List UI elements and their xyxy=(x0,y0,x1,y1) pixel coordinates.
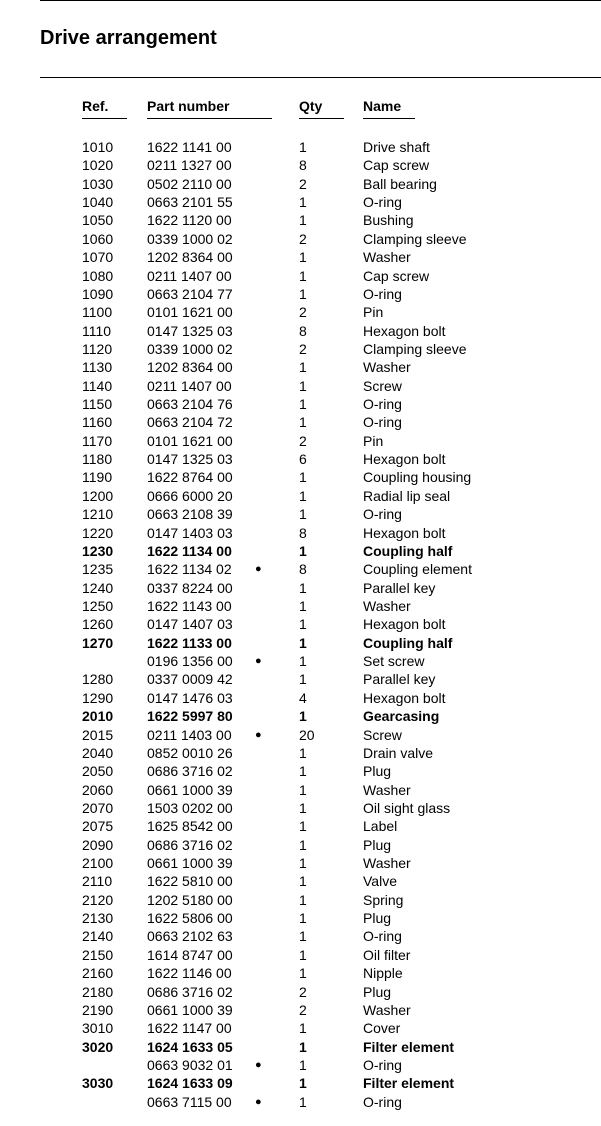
name-cell: Screw xyxy=(363,377,402,394)
name-cell: Washer xyxy=(363,249,411,266)
name-cell: Coupling element xyxy=(363,561,472,578)
name-cell: Ball bearing xyxy=(363,175,437,192)
part-number-cell: 0101 1621 00 xyxy=(147,432,233,449)
part-number-cell: 0147 1325 03 xyxy=(147,451,233,468)
part-number-cell: 0666 6000 20 xyxy=(147,487,233,504)
column-header-qty: Qty xyxy=(299,98,344,119)
ref-cell: 2010 xyxy=(82,708,114,725)
qty-cell: 1 xyxy=(299,671,307,688)
qty-cell: 1 xyxy=(299,194,307,211)
table-row xyxy=(0,560,601,578)
name-cell: Set screw xyxy=(363,653,425,670)
qty-cell: 1 xyxy=(299,1056,307,1073)
part-number-cell: 0147 1476 03 xyxy=(147,689,233,706)
qty-cell: 8 xyxy=(299,322,307,339)
ref-cell: 1020 xyxy=(82,157,114,174)
part-number-cell: 0211 1407 00 xyxy=(147,267,232,284)
ref-cell: 2150 xyxy=(82,946,114,963)
ref-cell: 2060 xyxy=(82,781,114,798)
table-row xyxy=(0,799,601,817)
name-cell: Pin xyxy=(363,432,384,449)
table-row xyxy=(0,211,601,229)
qty-cell: 1 xyxy=(299,616,307,633)
ref-cell: 1010 xyxy=(82,139,114,155)
name-cell: Washer xyxy=(363,1001,411,1018)
table-row xyxy=(0,909,601,927)
table-row xyxy=(0,450,601,468)
name-cell: Cover xyxy=(363,1020,401,1037)
part-number-cell: 0337 8224 00 xyxy=(147,579,233,596)
table-header xyxy=(0,98,601,120)
table-row xyxy=(0,1038,601,1056)
name-cell: Filter element xyxy=(363,1075,455,1092)
qty-cell: 6 xyxy=(299,451,307,468)
ref-cell: 1200 xyxy=(82,487,114,504)
qty-cell: 8 xyxy=(299,561,307,578)
ref-cell: 2160 xyxy=(82,965,114,982)
qty-cell: 1 xyxy=(299,212,307,229)
part-number-cell: 0663 2108 39 xyxy=(147,506,233,523)
ref-cell: 1110 xyxy=(82,322,112,339)
ref-cell: 1240 xyxy=(82,579,114,596)
qty-cell: 1 xyxy=(299,267,307,284)
ref-cell: 1090 xyxy=(82,285,114,302)
part-number-cell: 1622 5806 00 xyxy=(147,910,233,927)
qty-cell: 1 xyxy=(299,249,307,266)
name-cell: Parallel key xyxy=(363,579,436,596)
name-cell: O-ring xyxy=(363,396,402,413)
page-title: Drive arrangement xyxy=(40,27,217,49)
table-row xyxy=(0,193,601,211)
part-number-cell: 0663 2102 63 xyxy=(147,928,233,945)
part-number-cell: 0686 3716 02 xyxy=(147,836,233,853)
table-row xyxy=(0,891,601,909)
qty-cell: 1 xyxy=(299,579,307,596)
column-header-ref: Ref. xyxy=(82,98,127,119)
ref-cell: 2180 xyxy=(82,983,114,1000)
table-row xyxy=(0,762,601,780)
part-number-cell: 0663 2104 72 xyxy=(147,414,233,431)
part-number-cell: 0663 2104 76 xyxy=(147,396,233,413)
qty-cell: 1 xyxy=(299,891,307,908)
name-cell: Hexagon bolt xyxy=(363,524,446,541)
column-header-name: Name xyxy=(363,98,415,119)
ref-cell: 1270 xyxy=(82,634,114,651)
name-cell: Drive shaft xyxy=(363,139,430,155)
table-row xyxy=(0,964,601,982)
ref-cell: 1230 xyxy=(82,542,114,559)
ref-cell: 1260 xyxy=(82,616,114,633)
qty-cell: 1 xyxy=(299,965,307,982)
ref-cell: 3030 xyxy=(82,1075,114,1092)
part-number-cell: 1622 1141 00 xyxy=(147,139,232,155)
qty-cell: 2 xyxy=(299,1001,307,1018)
part-number-cell: 0101 1621 00 xyxy=(147,304,233,321)
part-number-cell: 0339 1000 02 xyxy=(147,230,233,247)
bullet-icon: ● xyxy=(255,655,262,668)
ref-cell: 1040 xyxy=(82,194,114,211)
part-number-cell: 0339 1000 02 xyxy=(147,340,233,357)
part-number-cell: 0663 7115 00 xyxy=(147,1093,232,1110)
table-row xyxy=(0,707,601,725)
part-number-cell: 0686 3716 02 xyxy=(147,763,233,780)
table-row xyxy=(0,597,601,615)
table-row xyxy=(0,175,601,193)
name-cell: Screw xyxy=(363,726,402,743)
ref-cell: 2140 xyxy=(82,928,114,945)
table-row xyxy=(0,248,601,266)
ref-cell: 2015 xyxy=(82,726,114,743)
ref-cell: 1140 xyxy=(82,377,113,394)
ref-cell: 1170 xyxy=(82,432,113,449)
ref-cell: 2120 xyxy=(82,891,114,908)
table-row xyxy=(0,1074,601,1092)
name-cell: Bushing xyxy=(363,212,414,229)
ref-cell: 1250 xyxy=(82,597,114,614)
part-number-cell: 0502 2110 00 xyxy=(147,175,232,192)
name-cell: Hexagon bolt xyxy=(363,451,446,468)
qty-cell: 2 xyxy=(299,175,307,192)
qty-cell: 1 xyxy=(299,873,307,890)
part-number-cell: 0147 1325 03 xyxy=(147,322,233,339)
qty-cell: 1 xyxy=(299,1075,307,1092)
table-row xyxy=(0,946,601,964)
qty-cell: 1 xyxy=(299,818,307,835)
name-cell: Washer xyxy=(363,597,411,614)
part-number-cell: 1622 1146 00 xyxy=(147,965,232,982)
qty-cell: 1 xyxy=(299,414,307,431)
table-row xyxy=(0,1056,601,1074)
name-cell: Hexagon bolt xyxy=(363,616,446,633)
part-number-cell: 1202 5180 00 xyxy=(147,891,233,908)
part-number-cell: 1622 5810 00 xyxy=(147,873,233,890)
column-header-part-number: Part number xyxy=(147,98,272,119)
table-row xyxy=(0,579,601,597)
ref-cell: 2070 xyxy=(82,799,114,816)
part-number-cell: 1622 1120 00 xyxy=(147,212,232,229)
name-cell: Washer xyxy=(363,359,411,376)
name-cell: Plug xyxy=(363,983,392,1000)
table-row xyxy=(0,689,601,707)
part-number-cell: 0663 2104 77 xyxy=(147,285,233,302)
ref-cell: 2190 xyxy=(82,1001,114,1018)
qty-cell: 1 xyxy=(299,139,307,155)
part-number-cell: 0337 0009 42 xyxy=(147,671,233,688)
qty-cell: 1 xyxy=(299,1020,307,1037)
ref-cell: 1120 xyxy=(82,340,113,357)
ref-cell: 2050 xyxy=(82,763,114,780)
table-row xyxy=(0,983,601,1001)
bullet-icon: ● xyxy=(255,1095,262,1108)
name-cell: Plug xyxy=(363,763,392,780)
ref-cell: 3010 xyxy=(82,1020,114,1037)
name-cell: Plug xyxy=(363,836,392,853)
table-row xyxy=(0,230,601,248)
qty-cell: 20 xyxy=(299,726,315,743)
name-cell: Pin xyxy=(363,304,384,321)
name-cell: Nipple xyxy=(363,965,403,982)
qty-cell: 1 xyxy=(299,763,307,780)
part-number-cell: 1622 1143 00 xyxy=(147,597,232,614)
name-cell: O-ring xyxy=(363,506,402,523)
ref-cell: 1290 xyxy=(82,689,114,706)
part-number-cell: 1614 8747 00 xyxy=(147,946,233,963)
table-row xyxy=(0,854,601,872)
table-row xyxy=(0,652,601,670)
qty-cell: 1 xyxy=(299,946,307,963)
ref-cell: 1280 xyxy=(82,671,114,688)
table-row xyxy=(0,872,601,890)
table-row xyxy=(0,303,601,321)
qty-cell: 1 xyxy=(299,855,307,872)
qty-cell: 1 xyxy=(299,744,307,761)
name-cell: Coupling half xyxy=(363,634,453,651)
table-row xyxy=(0,927,601,945)
part-number-cell: 1622 1147 00 xyxy=(147,1020,232,1037)
name-cell: Cap screw xyxy=(363,267,430,284)
qty-cell: 1 xyxy=(299,487,307,504)
qty-cell: 1 xyxy=(299,910,307,927)
table-row xyxy=(0,432,601,450)
name-cell: Cap screw xyxy=(363,157,430,174)
ref-cell: 1050 xyxy=(82,212,114,229)
name-cell: Coupling housing xyxy=(363,469,472,486)
part-number-cell: 0661 1000 39 xyxy=(147,855,233,872)
table-row xyxy=(0,156,601,174)
name-cell: O-ring xyxy=(363,1056,402,1073)
bullet-icon: ● xyxy=(255,1058,262,1071)
part-number-cell: 0211 1327 00 xyxy=(147,157,232,174)
ref-cell: 1160 xyxy=(82,414,113,431)
name-cell: Drain valve xyxy=(363,744,434,761)
qty-cell: 2 xyxy=(299,304,307,321)
part-number-cell: 1625 8542 00 xyxy=(147,818,233,835)
name-cell: Parallel key xyxy=(363,671,436,688)
name-cell: Spring xyxy=(363,891,404,908)
part-number-cell: 0147 1403 03 xyxy=(147,524,233,541)
ref-cell: 2090 xyxy=(82,836,114,853)
part-number-cell: 0147 1407 03 xyxy=(147,616,233,633)
table-row xyxy=(0,542,601,560)
qty-cell: 1 xyxy=(299,506,307,523)
qty-cell: 1 xyxy=(299,634,307,651)
qty-cell: 1 xyxy=(299,799,307,816)
name-cell: Coupling half xyxy=(363,542,453,559)
name-cell: Hexagon bolt xyxy=(363,322,446,339)
name-cell: Washer xyxy=(363,781,411,798)
table-row xyxy=(0,377,601,395)
part-number-cell: 1503 0202 00 xyxy=(147,799,233,816)
table-row xyxy=(0,505,601,523)
table-row xyxy=(0,138,601,156)
ref-cell: 2130 xyxy=(82,910,114,927)
table-row xyxy=(0,395,601,413)
name-cell: Clamping sleeve xyxy=(363,340,467,357)
table-row xyxy=(0,1001,601,1019)
ref-cell: 1180 xyxy=(82,451,113,468)
ref-cell: 1130 xyxy=(82,359,113,376)
table-row xyxy=(0,670,601,688)
ref-cell: 1220 xyxy=(82,524,114,541)
part-number-cell: 0661 1000 39 xyxy=(147,1001,233,1018)
table-row xyxy=(0,744,601,762)
qty-cell: 1 xyxy=(299,396,307,413)
part-number-cell: 0211 1407 00 xyxy=(147,377,232,394)
part-number-cell: 0211 1403 00 xyxy=(147,726,232,743)
qty-cell: 1 xyxy=(299,928,307,945)
qty-cell: 1 xyxy=(299,542,307,559)
ref-cell: 1190 xyxy=(82,469,113,486)
qty-cell: 1 xyxy=(299,469,307,486)
qty-cell: 8 xyxy=(299,157,307,174)
qty-cell: 1 xyxy=(299,359,307,376)
table-row xyxy=(0,1093,601,1111)
table-row xyxy=(0,487,601,505)
name-cell: Label xyxy=(363,818,398,835)
part-number-cell: 1622 8764 00 xyxy=(147,469,233,486)
table-row xyxy=(0,524,601,542)
name-cell: Hexagon bolt xyxy=(363,689,446,706)
top-rule xyxy=(40,0,601,1)
ref-cell: 1210 xyxy=(82,506,114,523)
qty-cell: 2 xyxy=(299,230,307,247)
part-number-cell: 0663 9032 01 xyxy=(147,1056,233,1073)
part-number-cell: 0686 3716 02 xyxy=(147,983,233,1000)
ref-cell: 1060 xyxy=(82,230,114,247)
qty-cell: 1 xyxy=(299,653,307,670)
name-cell: O-ring xyxy=(363,194,402,211)
qty-cell: 2 xyxy=(299,983,307,1000)
qty-cell: 2 xyxy=(299,432,307,449)
part-number-cell: 1202 8364 00 xyxy=(147,359,233,376)
ref-cell: 1030 xyxy=(82,175,114,192)
table-row xyxy=(0,726,601,744)
table-row xyxy=(0,615,601,633)
table-row xyxy=(0,468,601,486)
table-row xyxy=(0,267,601,285)
part-number-cell: 0852 0010 26 xyxy=(147,744,233,761)
ref-cell: 1070 xyxy=(82,249,114,266)
part-number-cell: 1622 1133 00 xyxy=(147,634,232,651)
table-row xyxy=(0,285,601,303)
part-number-cell: 1202 8364 00 xyxy=(147,249,233,266)
name-cell: Filter element xyxy=(363,1038,455,1055)
ref-cell: 1150 xyxy=(82,396,113,413)
qty-cell: 8 xyxy=(299,524,307,541)
ref-cell: 2100 xyxy=(82,855,114,872)
name-cell: Washer xyxy=(363,855,411,872)
part-number-cell: 0661 1000 39 xyxy=(147,781,233,798)
qty-cell: 2 xyxy=(299,340,307,357)
part-number-cell: 1624 1633 05 xyxy=(147,1038,233,1055)
qty-cell: 1 xyxy=(299,1038,307,1055)
title-rule xyxy=(40,77,601,78)
qty-cell: 1 xyxy=(299,597,307,614)
table-row xyxy=(0,413,601,431)
ref-cell: 1100 xyxy=(82,304,113,321)
qty-cell: 1 xyxy=(299,1093,307,1110)
name-cell: Gearcasing xyxy=(363,708,440,725)
table-row xyxy=(0,358,601,376)
ref-cell: 3020 xyxy=(82,1038,114,1055)
table-row xyxy=(0,340,601,358)
name-cell: O-ring xyxy=(363,1093,402,1110)
name-cell: Plug xyxy=(363,910,392,927)
qty-cell: 1 xyxy=(299,781,307,798)
part-number-cell: 1622 1134 02 xyxy=(147,561,232,578)
ref-cell: 2040 xyxy=(82,744,114,761)
ref-cell: 1080 xyxy=(82,267,114,284)
name-cell: Oil sight glass xyxy=(363,799,451,816)
ref-cell: 2110 xyxy=(82,873,113,890)
part-number-cell: 1624 1633 09 xyxy=(147,1075,233,1092)
part-number-cell: 1622 1134 00 xyxy=(147,542,232,559)
name-cell: Radial lip seal xyxy=(363,487,451,504)
part-number-cell: 1622 5997 80 xyxy=(147,708,233,725)
name-cell: Valve xyxy=(363,873,397,890)
ref-cell: 1235 xyxy=(82,561,114,578)
name-cell: O-ring xyxy=(363,928,402,945)
qty-cell: 1 xyxy=(299,708,307,725)
table-row xyxy=(0,634,601,652)
table-row xyxy=(0,1019,601,1037)
qty-cell: 4 xyxy=(299,689,307,706)
table-row xyxy=(0,322,601,340)
name-cell: O-ring xyxy=(363,285,402,302)
qty-cell: 1 xyxy=(299,836,307,853)
name-cell: Oil filter xyxy=(363,946,411,963)
table-row xyxy=(0,781,601,799)
bullet-icon: ● xyxy=(255,728,262,741)
bullet-icon: ● xyxy=(255,563,262,576)
part-number-cell: 0663 2101 55 xyxy=(147,194,233,211)
name-cell: O-ring xyxy=(363,414,402,431)
ref-cell: 2075 xyxy=(82,818,114,835)
table-row xyxy=(0,836,601,854)
parts-list xyxy=(0,138,601,1111)
part-number-cell: 0196 1356 00 xyxy=(147,653,233,670)
name-cell: Clamping sleeve xyxy=(363,230,467,247)
qty-cell: 1 xyxy=(299,377,307,394)
table-row xyxy=(0,817,601,835)
qty-cell: 1 xyxy=(299,285,307,302)
